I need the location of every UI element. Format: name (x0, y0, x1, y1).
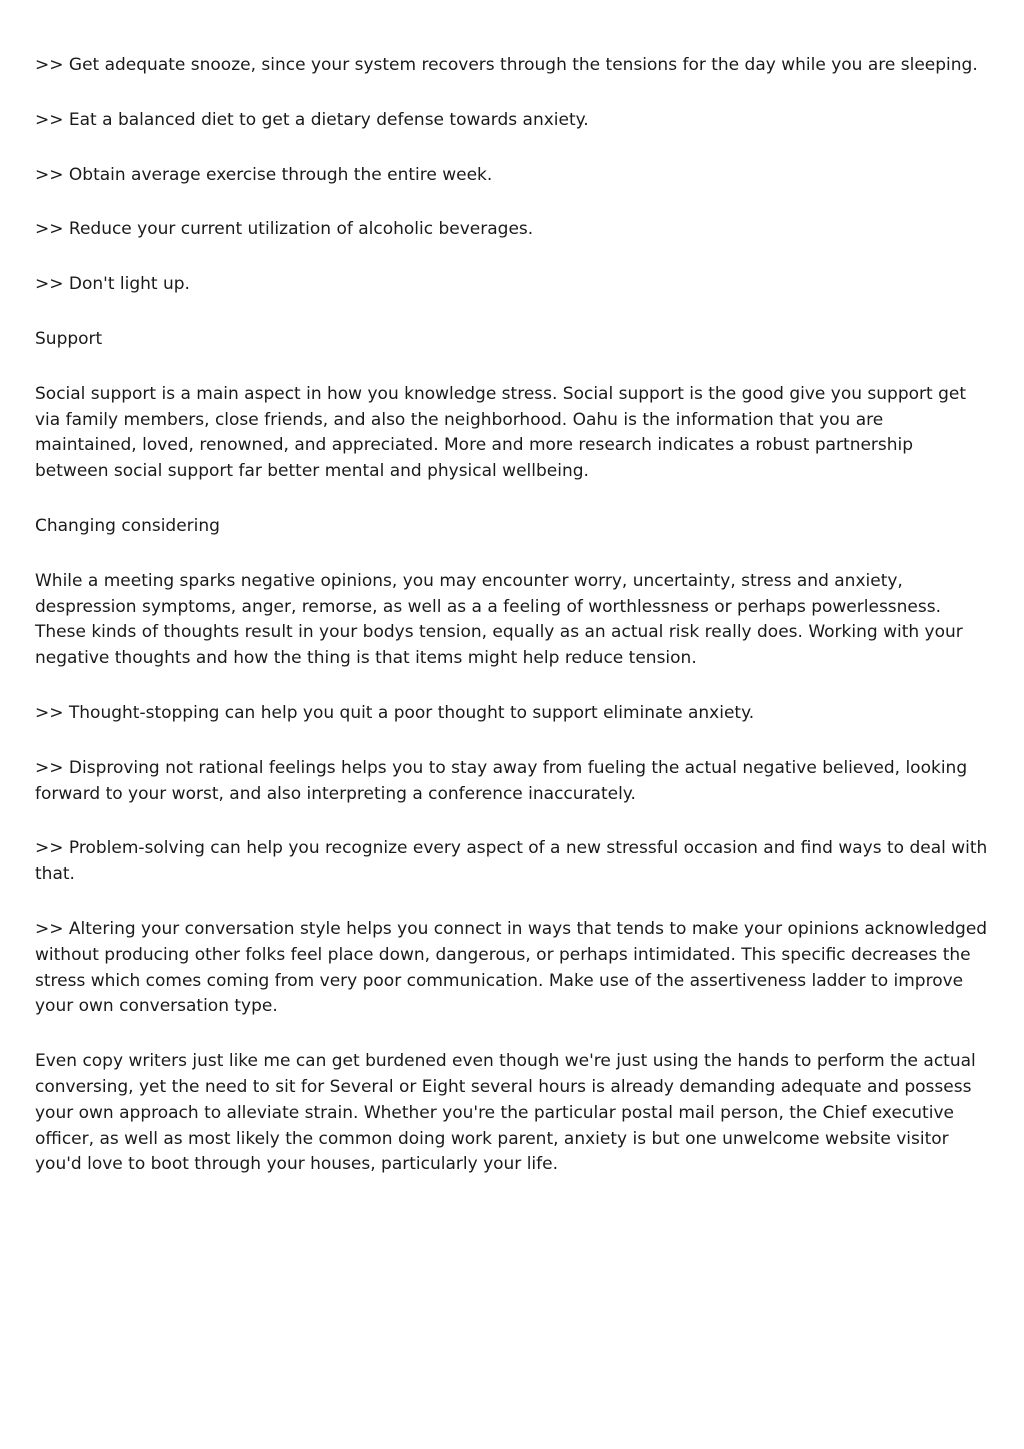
bullet-conversation-style: >> Altering your conversation style helps you connect in ways that tends to make your opinions acknowledged without producing other folks feel place down, dangerous, or perhaps intimidated. This specific decreases the stress which comes coming from very poor communication. Make use of the assertiveness ladder to improve your own conversation type. (35, 918, 988, 1017)
paragraph-copy-writers: Even copy writers just like me can get burdened even though we're just using the hands to perform the actual conversing, yet the need to sit for Several or Eight several hours is already demanding adequate and possess your own approach to alleviate strain. Whether you're the particular postal mail person, the Chief executive officer, as well as most likely the common doing work parent, anxiety is but one unwelcome website visitor you'd love to boot through your houses, particularly your life. (35, 1051, 976, 1175)
bullet-thought-stopping: >> Thought-stopping can help you quit a poor thought to support eliminate anxiety. (35, 702, 755, 723)
document-page (35, 53, 990, 1207)
paragraph-negative-opinions: While a meeting sparks negative opinions, you may encounter worry, uncertainty, stress and anxiety, despression symptoms, anger, remorse, as well as a a feeling of worthlessness or perhaps powerlessness. These kinds of thoughts result in your bodys tension, equally as an actual risk really does. Working with your negative thoughts and how the thing is that items might help reduce tension. (35, 570, 963, 669)
paragraph-social-support: Social support is a main aspect in how you knowledge stress. Social support is the good give you support get via family members, close friends, and also the neighborhood. Oahu is the information that you are maintained, loved, renowned, and appreciated. More and more research indicates a robust partnership between social support far better mental and physical wellbeing. (35, 383, 967, 482)
bullet-diet: >> Eat a balanced diet to get a dietary defense towards anxiety. (35, 109, 589, 130)
bullet-problem-solving: >> Problem-solving can help you recognize every aspect of a new stressful occasion and find ways to deal with that. (35, 838, 988, 885)
section-heading-support: Support (35, 328, 103, 349)
section-heading-changing-considering: Changing considering (35, 515, 220, 536)
bullet-sleep: >> Get adequate snooze, since your system recovers through the tensions for the day while you are sleeping. (35, 55, 978, 75)
bullet-disproving-feelings: >> Disproving not rational feelings helps you to stay away from fueling the actual negative believed, looking forward to your worst, and also interpreting a conference inaccurately. (35, 757, 968, 804)
bullet-smoking: >> Don't light up. (35, 274, 190, 295)
bullet-exercise: >> Obtain average exercise through the entire week. (35, 164, 493, 185)
bullet-alcohol: >> Reduce your current utilization of alcoholic beverages. (35, 219, 534, 240)
